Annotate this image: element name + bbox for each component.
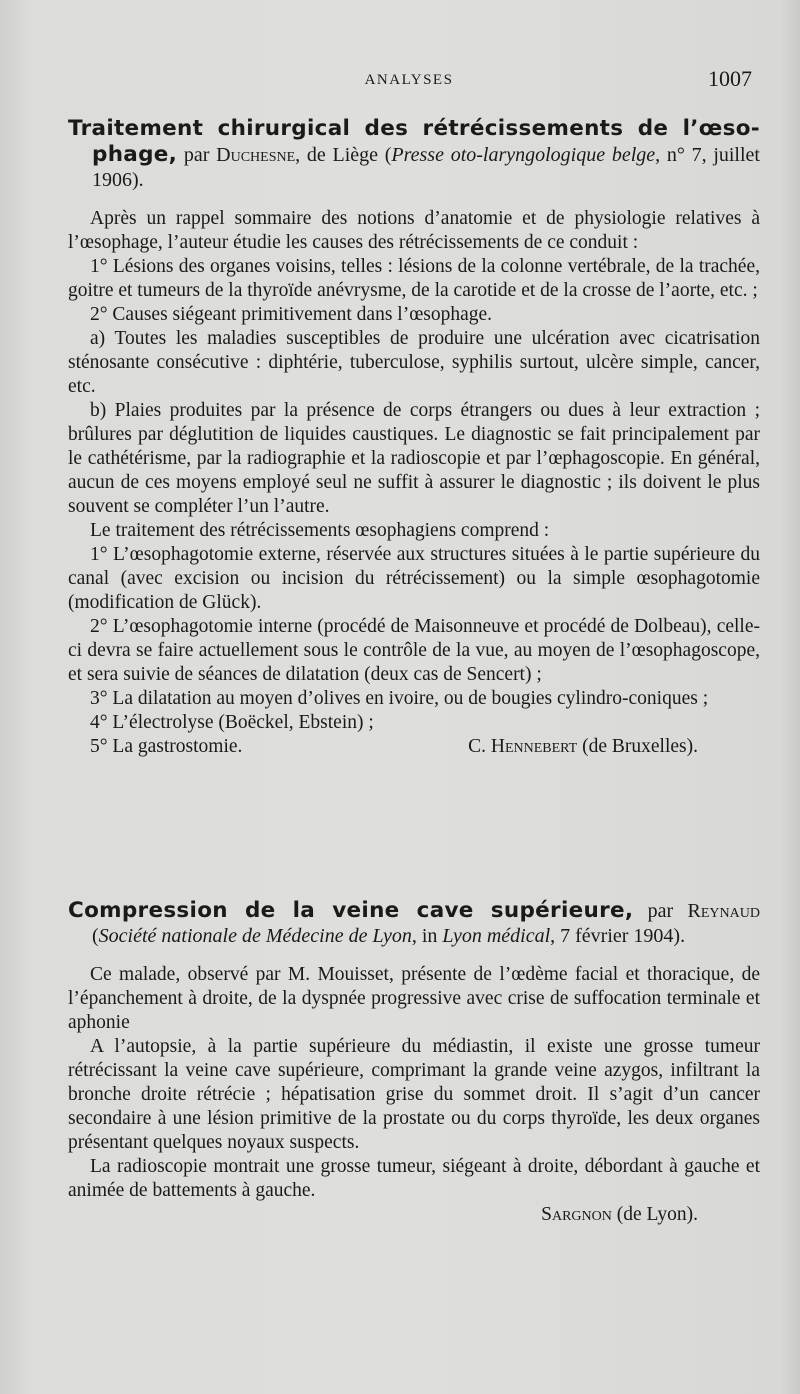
signature-name: Sargnon	[541, 1204, 612, 1225]
page-number: 1007	[708, 66, 752, 91]
article-esophagus	[68, 116, 760, 759]
article-author: Duchesne	[216, 144, 296, 166]
article-vena-cava	[68, 898, 760, 1227]
last-item: 5° La gastrostomie.	[90, 736, 243, 757]
article-author: Reynaud	[687, 900, 760, 922]
paragraph: La radioscopie montrait une grosse tumeur, siégeant à droite, débordant à gauche et animée de battements à gauche.	[68, 1156, 760, 1201]
signature	[468, 735, 698, 759]
paragraph: b) Plaies produites par la présence de corps étrangers ou dues à leur extraction ; brûlures par déglutition de liquides caustiques. Le diagnostic se fait principalement par le cathétérisme, par la radiographie et la radioscopie et par l’œphagoscopie. En général, aucun de ces moyens employé seul ne suffit à assurer le diagnostic ; ils doivent le plus souvent se compléter l’un l’autre.	[68, 400, 760, 517]
par-text: par	[633, 900, 688, 922]
paragraph: a) Toutes les maladies susceptibles de produire une ulcération avec cicatrisation sténosante consécutive : diphtérie, tuberculose, syphilis surtout, ulcère simple, cancer, etc.	[68, 328, 760, 397]
open-paren: (	[92, 925, 99, 947]
page-header	[66, 66, 752, 96]
journal-reference: , 7 février 1904).	[550, 925, 686, 947]
journal-name: Presse oto-laryngologique belge	[391, 144, 656, 166]
paragraph: 1° L’œsophagotomie externe, réservée aux structures situées à le partie supérieure du canal (avec excision ou incision du rétrécissement) ou la simple œsophagotomie (modification de Glück).	[68, 544, 760, 613]
signature-location: (de Bruxelles).	[577, 736, 698, 757]
paragraph: Après un rappel sommaire des notions d’anatomie et de physiologie relatives à l’œsophage, l’auteur étudie les causes des rétrécissements de ce conduit :	[68, 208, 760, 253]
signature-location: (de Lyon).	[611, 1204, 698, 1225]
par-text: par	[177, 144, 217, 166]
paragraph: Ce malade, observé par M. Mouisset, présente de l’œdème facial et thoracique, de l’épanchement à droite, de la dyspnée progressive avec crise de suffocation terminale et aphonie	[68, 964, 760, 1033]
article-title-block	[68, 116, 760, 193]
journal-reference: , n° 7, juillet 1906).	[92, 144, 760, 191]
article-title: Compression de la veine cave supérieure,	[68, 898, 634, 923]
signature-name: Hennebert	[490, 736, 578, 757]
paragraph: A l’autopsie, à la partie supérieure du médiastin, il existe une grosse tumeur rétrécissant la veine cave supérieure, comprimant la grande veine azygos, infiltrant la bronche droite rétrécie ; hépatisation grise du sommet droit. Il s’agit d’un cancer secondaire à une lésion primitive de la prostate ou du corps thyroïde, les deux organes présentant quelques noyaux suspects.	[68, 1036, 760, 1153]
signature-initial: C.	[468, 736, 491, 757]
article-title: Traitement chirurgical des rétrécissements de l’œso-phage,	[68, 116, 760, 167]
paragraph: 4° L’électrolyse (Boëckel, Ebstein) ;	[90, 712, 374, 733]
signature	[68, 1203, 760, 1227]
article-title-block	[68, 898, 760, 949]
in-text: , in	[411, 925, 443, 947]
paragraph: 1° Lésions des organes voisins, telles : lésions de la colonne vertébrale, de la trachée, goitre et tumeurs de la thyroïde anévrysme, de la carotide et de la crosse de l’aorte, etc. ;	[68, 256, 760, 301]
journal-name: Lyon médical	[442, 925, 551, 947]
society-name: Société nationale de Médecine de Lyon	[98, 925, 412, 947]
closing-line	[68, 735, 760, 759]
paragraph: 2° L’œsophagotomie interne (procédé de Maisonneuve et procédé de Dolbeau), celle-ci devra se faire actuellement sous le contrôle de la vue, au moyen de l’œsophagoscope, et sera suivie de séances de dilatation (deux cas de Sencert) ;	[68, 616, 760, 685]
paragraph: Le traitement des rétrécissements œsophagiens comprend :	[90, 520, 550, 541]
author-location: , de Liège (	[295, 144, 392, 166]
paragraph: 2° Causes siégeant primitivement dans l’œsophage.	[90, 304, 493, 325]
paragraph: 3° La dilatation au moyen d’olives en ivoire, ou de bougies cylindro-coniques ;	[90, 688, 709, 709]
running-head: ANALYSES	[364, 72, 454, 88]
